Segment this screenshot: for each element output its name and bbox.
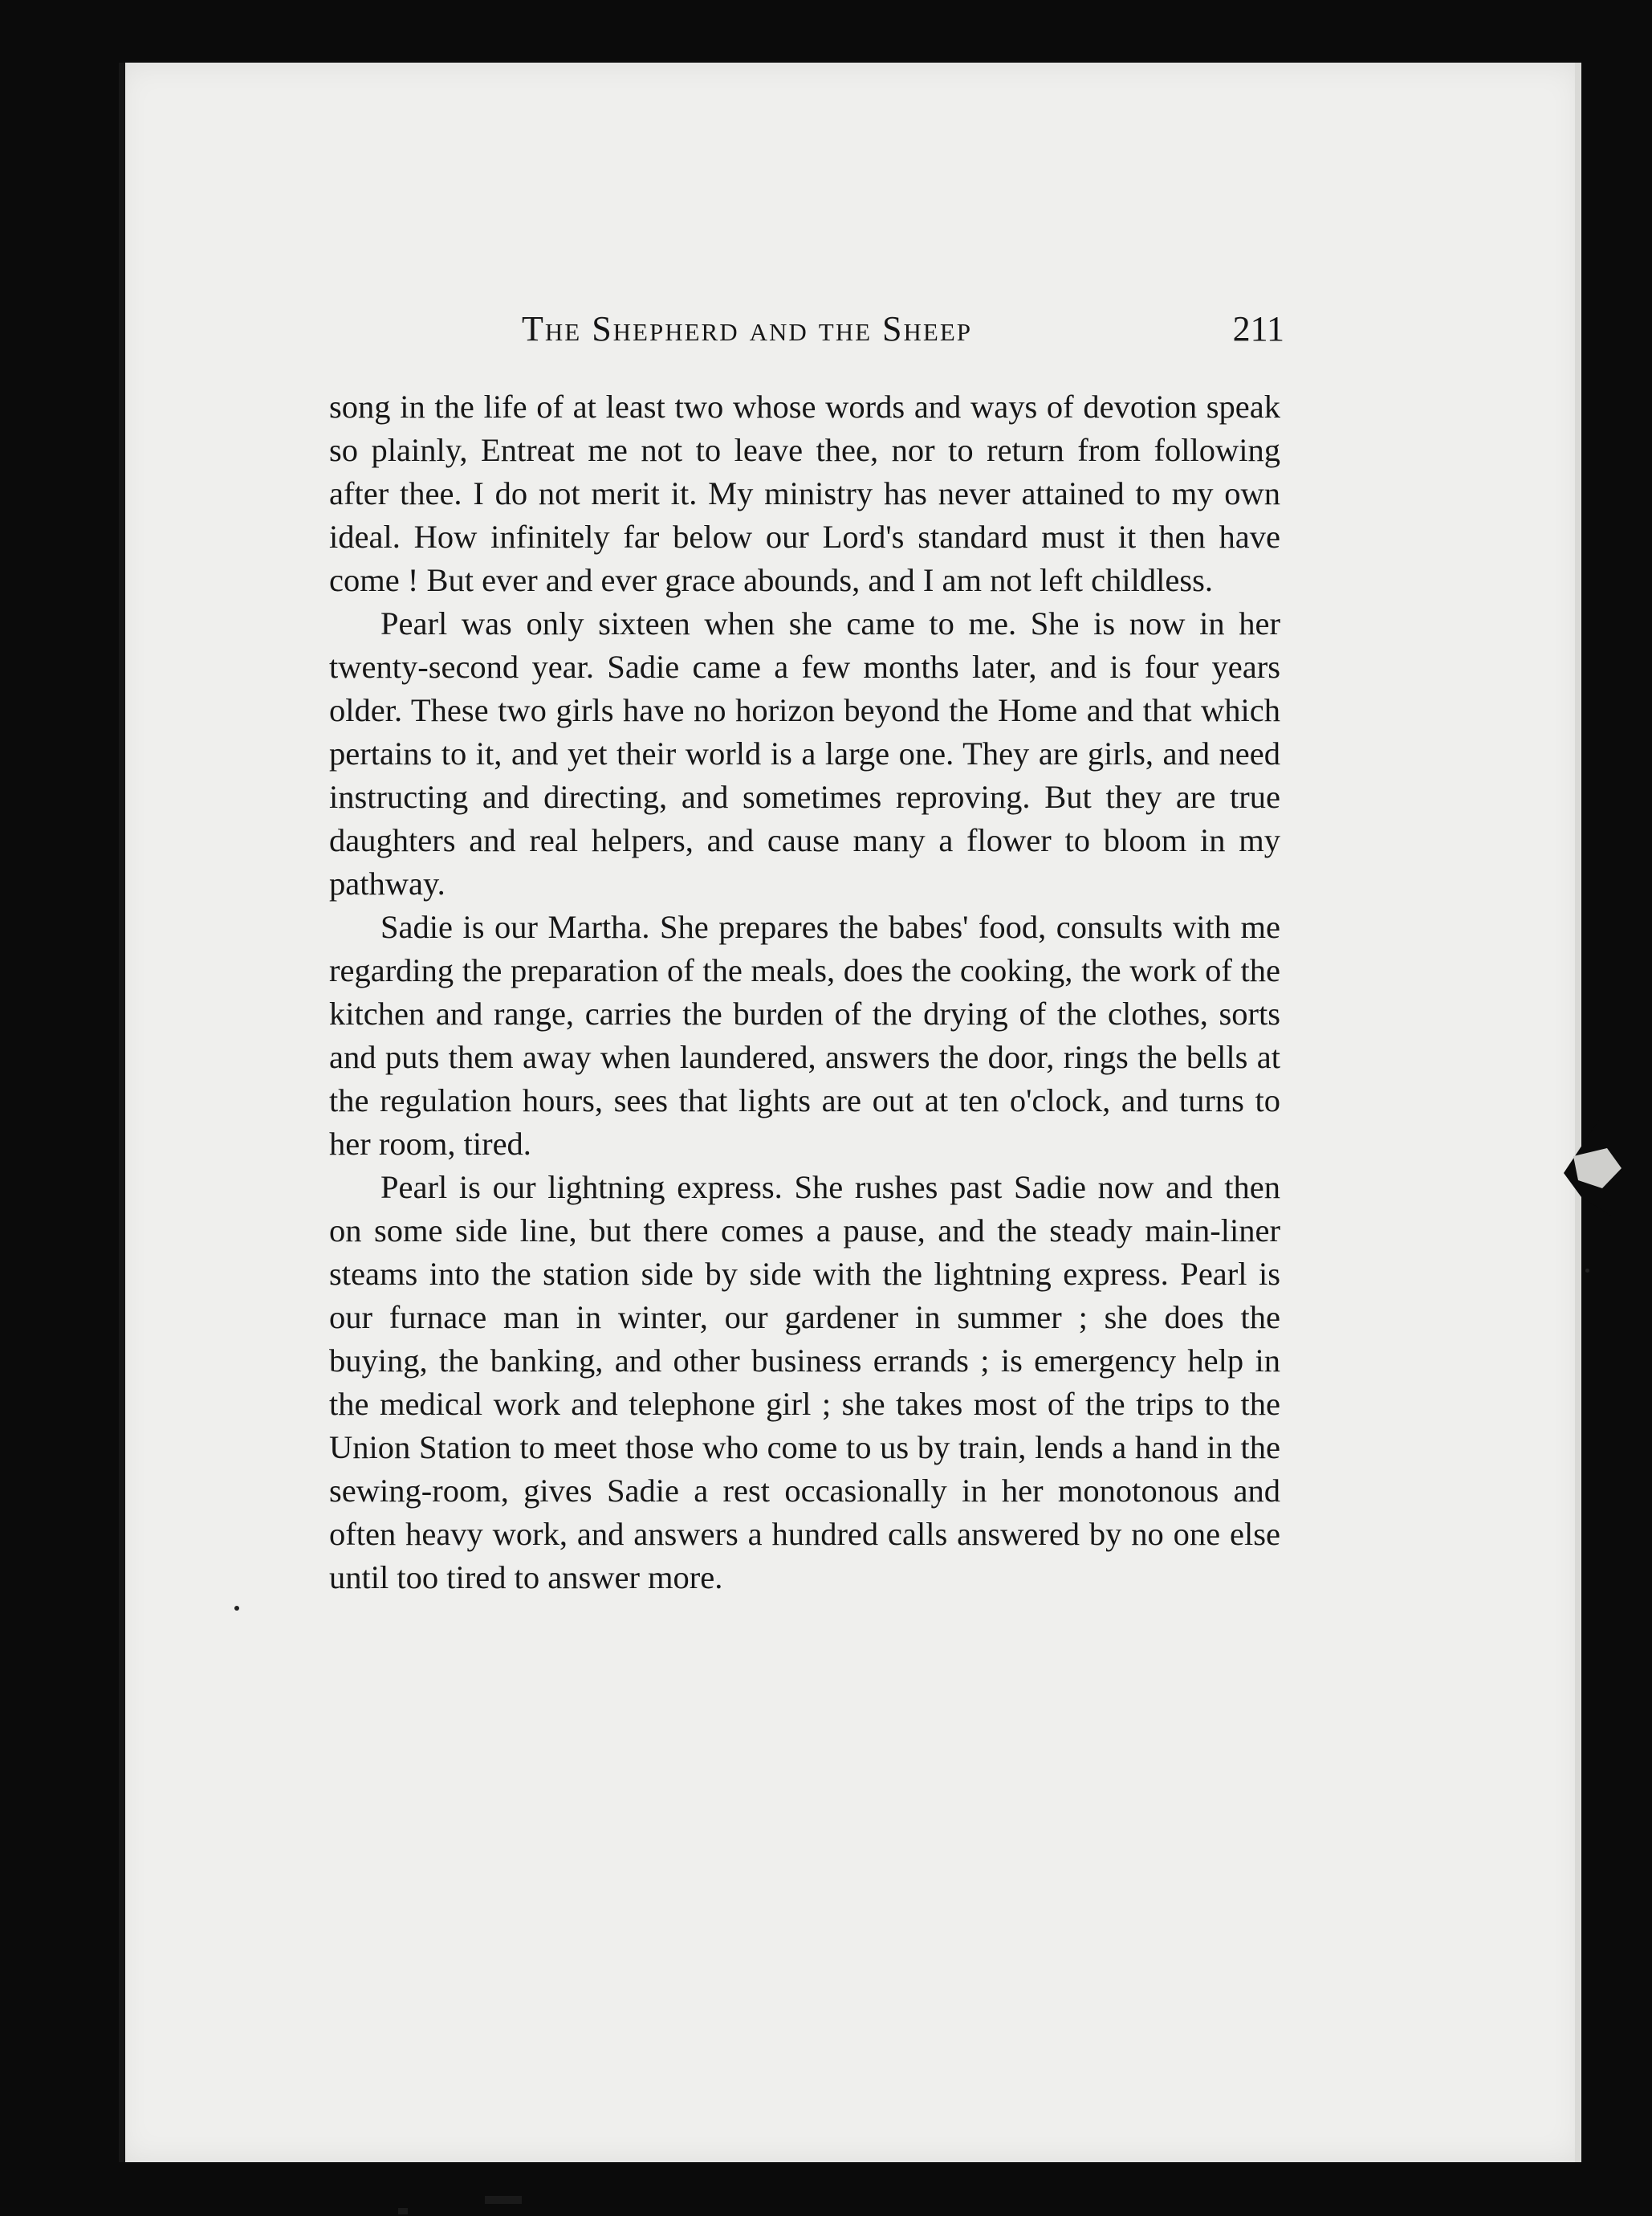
scan-speck bbox=[234, 1606, 239, 1611]
page-number: 211 bbox=[1232, 309, 1284, 348]
paragraph: Pearl was only sixteen when she came to me. She is now in her twenty-second year. Sadie came a few months later, and is four years older. These two girls have no horizon beyond the Home and that which pertains to it, and yet their world is a large one. They are girls, and need instructing and directing, and sometimes reproving. But they are true daughters and real helpers, and cause many a flower to bloom in my pathway. bbox=[329, 605, 1280, 902]
page-right-edge bbox=[1575, 63, 1581, 2162]
scan-scratch bbox=[485, 2196, 522, 2204]
scan-scratch bbox=[398, 2208, 408, 2214]
paragraph: Pearl is our lightning express. She rushes past Sadie now and then on some side line, but there comes a pause, and the steady main-liner steams into the station side by side with the lightning express. Pearl is our furnace man in winter, our gardener in summer ; she does the buying, the banking, and other business errands ; is emergency help in the medical work and telephone girl ; she takes most of the trips to the Union Station to meet those who come to us by train, lends a hand in the sewing-room, gives Sadie a rest occasionally in her monotonous and often heavy work, and answers a hundred calls answered by no one else until too tired to answer more. bbox=[329, 1169, 1280, 1595]
running-header bbox=[522, 308, 1284, 356]
page-binding-edge bbox=[119, 63, 125, 2162]
running-title: The Shepherd and the Sheep bbox=[522, 309, 973, 348]
paragraph: Sadie is our Martha. She prepares the babes' food, consults with me regarding the preparation of the meals, does the cooking, the work of the kitchen and range, carries the burden of the drying of the clothes, sorts and puts them away when laundered, answers the door, rings the bells at the regulation hours, sees that lights are out at ten o'clock, and turns to her room, tired. bbox=[329, 909, 1280, 1162]
body-text bbox=[329, 385, 1280, 1599]
paragraph: song in the life of at least two whose words and ways of devotion speak so plainly, Entreat me not to leave thee, nor to return from following after thee. I do not merit it. My ministry has never attained to my own ideal. How infinitely far below our Lord's standard must it then have come ! But ever and ever grace abounds, and I am not left childless. bbox=[329, 389, 1280, 598]
scan-speck bbox=[1585, 1269, 1589, 1273]
